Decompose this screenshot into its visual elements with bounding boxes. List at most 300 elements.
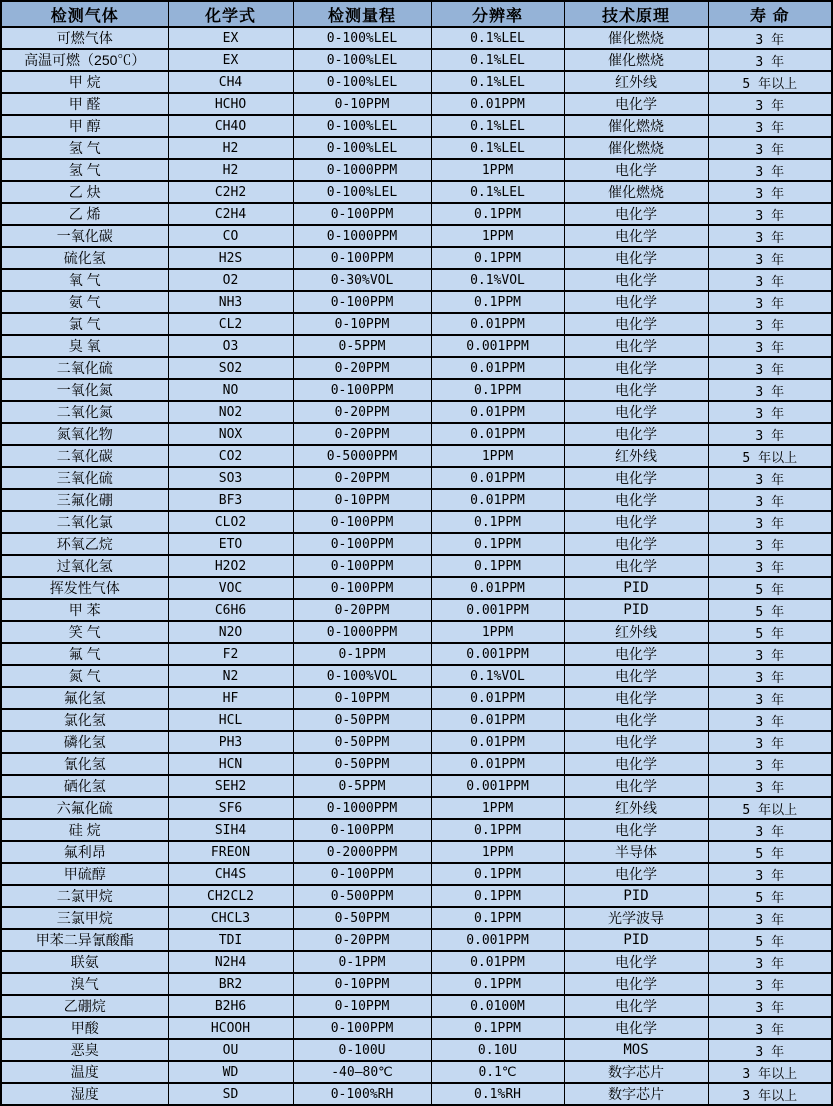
cell-chemical-formula: ETO (168, 533, 293, 555)
cell-technology-principle: 电化学 (564, 665, 708, 687)
cell-resolution: 0.01PPM (431, 709, 564, 731)
cell-detection-range: -40—80℃ (293, 1061, 431, 1083)
cell-technology-principle: 电化学 (564, 995, 708, 1017)
cell-lifespan: 3 年 (708, 951, 832, 973)
header-detection-range: 检测量程 (293, 1, 431, 27)
table-row (1, 49, 832, 71)
cell-detection-range: 0-10PPM (293, 995, 431, 1017)
cell-resolution: 0.1PPM (431, 819, 564, 841)
cell-gas-name: 六氟化硫 (1, 797, 168, 819)
table-row (1, 753, 832, 775)
cell-gas-name: 可燃气体 (1, 27, 168, 49)
cell-technology-principle: 红外线 (564, 71, 708, 93)
cell-gas-name: 磷化氢 (1, 731, 168, 753)
cell-gas-name: 湿度 (1, 1083, 168, 1105)
cell-chemical-formula: PH3 (168, 731, 293, 753)
cell-lifespan: 3 年以上 (708, 1083, 832, 1105)
cell-technology-principle: 催化燃烧 (564, 137, 708, 159)
cell-resolution: 1PPM (431, 841, 564, 863)
cell-lifespan: 5 年以上 (708, 797, 832, 819)
cell-chemical-formula: O2 (168, 269, 293, 291)
cell-resolution: 0.1℃ (431, 1061, 564, 1083)
table-row (1, 313, 832, 335)
cell-gas-name: 甲 苯 (1, 599, 168, 621)
cell-lifespan: 5 年 (708, 929, 832, 951)
cell-chemical-formula: SD (168, 1083, 293, 1105)
cell-resolution: 1PPM (431, 445, 564, 467)
cell-chemical-formula: SO3 (168, 467, 293, 489)
table-row (1, 665, 832, 687)
cell-lifespan: 5 年 (708, 841, 832, 863)
cell-chemical-formula: VOC (168, 577, 293, 599)
cell-chemical-formula: FREON (168, 841, 293, 863)
cell-gas-name: 硫化氢 (1, 247, 168, 269)
table-row (1, 995, 832, 1017)
table-row (1, 137, 832, 159)
table-row (1, 269, 832, 291)
cell-chemical-formula: TDI (168, 929, 293, 951)
cell-technology-principle: 电化学 (564, 203, 708, 225)
cell-lifespan: 3 年 (708, 401, 832, 423)
cell-lifespan: 3 年 (708, 93, 832, 115)
cell-resolution: 0.1PPM (431, 973, 564, 995)
cell-chemical-formula: N2H4 (168, 951, 293, 973)
table-row (1, 577, 832, 599)
cell-gas-name: 二氧化硫 (1, 357, 168, 379)
table-row (1, 423, 832, 445)
cell-detection-range: 0-100%LEL (293, 115, 431, 137)
cell-detection-range: 0-30%VOL (293, 269, 431, 291)
table-header-row (1, 1, 832, 27)
cell-technology-principle: 电化学 (564, 643, 708, 665)
cell-chemical-formula: N2O (168, 621, 293, 643)
cell-chemical-formula: SEH2 (168, 775, 293, 797)
cell-gas-name: 氮氧化物 (1, 423, 168, 445)
cell-detection-range: 0-20PPM (293, 357, 431, 379)
cell-gas-name: 氟 气 (1, 643, 168, 665)
cell-chemical-formula: EX (168, 49, 293, 71)
cell-chemical-formula: SIH4 (168, 819, 293, 841)
cell-chemical-formula: HF (168, 687, 293, 709)
cell-technology-principle: 电化学 (564, 1017, 708, 1039)
table-row (1, 775, 832, 797)
cell-detection-range: 0-50PPM (293, 753, 431, 775)
cell-resolution: 0.1%LEL (431, 181, 564, 203)
cell-gas-name: 氢 气 (1, 137, 168, 159)
cell-technology-principle: 光学波导 (564, 907, 708, 929)
table-row (1, 159, 832, 181)
cell-resolution: 0.1PPM (431, 1017, 564, 1039)
cell-resolution: 0.01PPM (431, 401, 564, 423)
cell-lifespan: 5 年 (708, 577, 832, 599)
cell-gas-name: 溴气 (1, 973, 168, 995)
cell-technology-principle: 催化燃烧 (564, 181, 708, 203)
cell-detection-range: 0-100PPM (293, 819, 431, 841)
table-row (1, 687, 832, 709)
table-row (1, 511, 832, 533)
table-row (1, 225, 832, 247)
table-row (1, 203, 832, 225)
table-row (1, 247, 832, 269)
cell-lifespan: 3 年 (708, 467, 832, 489)
cell-lifespan: 3 年 (708, 709, 832, 731)
cell-detection-range: 0-100U (293, 1039, 431, 1061)
cell-gas-name: 氧 气 (1, 269, 168, 291)
cell-chemical-formula: NH3 (168, 291, 293, 313)
cell-resolution: 0.1%VOL (431, 665, 564, 687)
cell-resolution: 0.1PPM (431, 533, 564, 555)
cell-gas-name: 硒化氢 (1, 775, 168, 797)
cell-detection-range: 0-100%LEL (293, 181, 431, 203)
table-row (1, 357, 832, 379)
cell-technology-principle: 红外线 (564, 797, 708, 819)
cell-gas-name: 二氧化氯 (1, 511, 168, 533)
cell-chemical-formula: HCOOH (168, 1017, 293, 1039)
cell-resolution: 0.01PPM (431, 467, 564, 489)
cell-resolution: 0.1PPM (431, 885, 564, 907)
cell-gas-name: 甲酸 (1, 1017, 168, 1039)
cell-resolution: 0.1%LEL (431, 115, 564, 137)
cell-chemical-formula: CH2CL2 (168, 885, 293, 907)
cell-chemical-formula: EX (168, 27, 293, 49)
cell-lifespan: 3 年 (708, 137, 832, 159)
cell-gas-name: 氮 气 (1, 665, 168, 687)
cell-detection-range: 0-5000PPM (293, 445, 431, 467)
cell-chemical-formula: SF6 (168, 797, 293, 819)
cell-technology-principle: 催化燃烧 (564, 115, 708, 137)
table-row (1, 335, 832, 357)
cell-detection-range: 0-20PPM (293, 929, 431, 951)
cell-lifespan: 3 年 (708, 159, 832, 181)
cell-detection-range: 0-100%LEL (293, 27, 431, 49)
cell-gas-name: 三氟化硼 (1, 489, 168, 511)
cell-resolution: 0.1PPM (431, 379, 564, 401)
cell-lifespan: 3 年 (708, 995, 832, 1017)
cell-chemical-formula: C2H2 (168, 181, 293, 203)
cell-gas-name: 硅 烷 (1, 819, 168, 841)
cell-resolution: 0.01PPM (431, 687, 564, 709)
cell-detection-range: 0-100PPM (293, 555, 431, 577)
cell-gas-name: 三氯甲烷 (1, 907, 168, 929)
cell-chemical-formula: CO2 (168, 445, 293, 467)
cell-chemical-formula: BR2 (168, 973, 293, 995)
cell-technology-principle: 电化学 (564, 951, 708, 973)
cell-gas-name: 甲硫醇 (1, 863, 168, 885)
cell-lifespan: 3 年 (708, 489, 832, 511)
cell-chemical-formula: NOX (168, 423, 293, 445)
cell-gas-name: 甲 醛 (1, 93, 168, 115)
cell-chemical-formula: NO2 (168, 401, 293, 423)
cell-gas-name: 联氨 (1, 951, 168, 973)
table-row (1, 621, 832, 643)
cell-lifespan: 3 年 (708, 753, 832, 775)
table-row (1, 599, 832, 621)
header-lifespan: 寿 命 (708, 1, 832, 27)
cell-gas-name: 二氧化碳 (1, 445, 168, 467)
cell-technology-principle: 电化学 (564, 335, 708, 357)
cell-technology-principle: PID (564, 577, 708, 599)
cell-chemical-formula: CH4O (168, 115, 293, 137)
cell-detection-range: 0-10PPM (293, 313, 431, 335)
cell-detection-range: 0-100PPM (293, 247, 431, 269)
cell-chemical-formula: CHCL3 (168, 907, 293, 929)
table-row (1, 797, 832, 819)
cell-lifespan: 3 年 (708, 973, 832, 995)
cell-resolution: 0.1%RH (431, 1083, 564, 1105)
cell-gas-name: 乙 烯 (1, 203, 168, 225)
cell-resolution: 0.1PPM (431, 907, 564, 929)
cell-chemical-formula: HCL (168, 709, 293, 731)
cell-resolution: 0.01PPM (431, 313, 564, 335)
cell-technology-principle: 电化学 (564, 269, 708, 291)
cell-technology-principle: 催化燃烧 (564, 49, 708, 71)
cell-resolution: 0.0100M (431, 995, 564, 1017)
cell-detection-range: 0-5PPM (293, 335, 431, 357)
cell-detection-range: 0-2000PPM (293, 841, 431, 863)
cell-detection-range: 0-100%VOL (293, 665, 431, 687)
table-row (1, 1039, 832, 1061)
cell-chemical-formula: H2O2 (168, 555, 293, 577)
cell-detection-range: 0-10PPM (293, 973, 431, 995)
cell-lifespan: 3 年 (708, 269, 832, 291)
table-row (1, 929, 832, 951)
cell-resolution: 0.01PPM (431, 489, 564, 511)
cell-detection-range: 0-10PPM (293, 489, 431, 511)
table-row (1, 533, 832, 555)
cell-detection-range: 0-20PPM (293, 467, 431, 489)
cell-chemical-formula: C6H6 (168, 599, 293, 621)
cell-resolution: 0.1%LEL (431, 71, 564, 93)
cell-gas-name: 氯化氢 (1, 709, 168, 731)
cell-lifespan: 3 年 (708, 313, 832, 335)
header-technology-principle: 技术原理 (564, 1, 708, 27)
table-row (1, 71, 832, 93)
cell-lifespan: 3 年 (708, 775, 832, 797)
cell-resolution: 0.1PPM (431, 555, 564, 577)
table-row (1, 863, 832, 885)
cell-resolution: 0.1%LEL (431, 49, 564, 71)
cell-resolution: 0.01PPM (431, 951, 564, 973)
cell-gas-name: 一氧化氮 (1, 379, 168, 401)
cell-technology-principle: 催化燃烧 (564, 27, 708, 49)
cell-technology-principle: 电化学 (564, 93, 708, 115)
cell-lifespan: 3 年 (708, 555, 832, 577)
cell-detection-range: 0-100PPM (293, 533, 431, 555)
cell-lifespan: 5 年以上 (708, 71, 832, 93)
cell-technology-principle: 电化学 (564, 819, 708, 841)
cell-technology-principle: 电化学 (564, 775, 708, 797)
cell-gas-name: 二氧化氮 (1, 401, 168, 423)
cell-detection-range: 0-1000PPM (293, 225, 431, 247)
cell-chemical-formula: H2 (168, 137, 293, 159)
table-row (1, 907, 832, 929)
cell-resolution: 1PPM (431, 621, 564, 643)
table-row (1, 1083, 832, 1105)
cell-resolution: 0.1PPM (431, 291, 564, 313)
cell-detection-range: 0-20PPM (293, 423, 431, 445)
cell-lifespan: 3 年 (708, 357, 832, 379)
cell-chemical-formula: CL2 (168, 313, 293, 335)
cell-detection-range: 0-1000PPM (293, 159, 431, 181)
cell-chemical-formula: CH4 (168, 71, 293, 93)
cell-resolution: 0.1PPM (431, 203, 564, 225)
cell-chemical-formula: CO (168, 225, 293, 247)
cell-technology-principle: PID (564, 885, 708, 907)
cell-detection-range: 0-100PPM (293, 379, 431, 401)
table-row (1, 401, 832, 423)
gas-table-body (1, 27, 832, 1105)
cell-technology-principle: 半导体 (564, 841, 708, 863)
cell-gas-name: 氢 气 (1, 159, 168, 181)
cell-technology-principle: 电化学 (564, 401, 708, 423)
cell-technology-principle: 数字芯片 (564, 1083, 708, 1105)
table-row (1, 555, 832, 577)
cell-detection-range: 0-100PPM (293, 863, 431, 885)
cell-lifespan: 3 年 (708, 1017, 832, 1039)
table-row (1, 841, 832, 863)
table-row (1, 643, 832, 665)
table-row (1, 709, 832, 731)
cell-detection-range: 0-100%RH (293, 1083, 431, 1105)
cell-resolution: 0.01PPM (431, 731, 564, 753)
cell-technology-principle: 电化学 (564, 533, 708, 555)
cell-detection-range: 0-1000PPM (293, 797, 431, 819)
cell-gas-name: 氨 气 (1, 291, 168, 313)
cell-lifespan: 3 年 (708, 335, 832, 357)
cell-lifespan: 3 年 (708, 203, 832, 225)
cell-resolution: 0.1PPM (431, 863, 564, 885)
cell-resolution: 1PPM (431, 159, 564, 181)
header-resolution: 分辨率 (431, 1, 564, 27)
cell-technology-principle: 电化学 (564, 687, 708, 709)
cell-chemical-formula: BF3 (168, 489, 293, 511)
header-gas-name: 检测气体 (1, 1, 168, 27)
cell-chemical-formula: B2H6 (168, 995, 293, 1017)
cell-lifespan: 3 年 (708, 863, 832, 885)
cell-detection-range: 0-50PPM (293, 907, 431, 929)
cell-lifespan: 5 年 (708, 621, 832, 643)
cell-detection-range: 0-10PPM (293, 93, 431, 115)
cell-detection-range: 0-20PPM (293, 401, 431, 423)
cell-technology-principle: 电化学 (564, 159, 708, 181)
table-row (1, 93, 832, 115)
cell-technology-principle: 电化学 (564, 973, 708, 995)
cell-resolution: 0.1%LEL (431, 27, 564, 49)
cell-gas-name: 二氯甲烷 (1, 885, 168, 907)
cell-chemical-formula: N2 (168, 665, 293, 687)
cell-gas-name: 氟化氢 (1, 687, 168, 709)
cell-gas-name: 甲 烷 (1, 71, 168, 93)
cell-detection-range: 0-100%LEL (293, 49, 431, 71)
cell-lifespan: 3 年 (708, 225, 832, 247)
cell-lifespan: 3 年 (708, 247, 832, 269)
table-row (1, 489, 832, 511)
cell-chemical-formula: NO (168, 379, 293, 401)
cell-gas-name: 环氧乙烷 (1, 533, 168, 555)
cell-technology-principle: MOS (564, 1039, 708, 1061)
cell-lifespan: 3 年 (708, 511, 832, 533)
cell-detection-range: 0-50PPM (293, 709, 431, 731)
cell-resolution: 0.001PPM (431, 643, 564, 665)
cell-gas-name: 氟利昂 (1, 841, 168, 863)
cell-resolution: 1PPM (431, 225, 564, 247)
cell-detection-range: 0-100%LEL (293, 137, 431, 159)
cell-lifespan: 3 年 (708, 379, 832, 401)
cell-detection-range: 0-100PPM (293, 577, 431, 599)
cell-technology-principle: 电化学 (564, 225, 708, 247)
cell-lifespan: 3 年 (708, 533, 832, 555)
cell-lifespan: 3 年 (708, 291, 832, 313)
cell-resolution: 0.001PPM (431, 599, 564, 621)
cell-lifespan: 3 年 (708, 49, 832, 71)
cell-chemical-formula: SO2 (168, 357, 293, 379)
cell-detection-range: 0-1000PPM (293, 621, 431, 643)
cell-chemical-formula: OU (168, 1039, 293, 1061)
table-row (1, 379, 832, 401)
table-row (1, 1061, 832, 1083)
table-row (1, 445, 832, 467)
table-row (1, 1017, 832, 1039)
table-row (1, 973, 832, 995)
cell-technology-principle: PID (564, 599, 708, 621)
cell-resolution: 0.01PPM (431, 93, 564, 115)
cell-chemical-formula: O3 (168, 335, 293, 357)
cell-resolution: 0.01PPM (431, 577, 564, 599)
table-row (1, 731, 832, 753)
cell-lifespan: 3 年 (708, 819, 832, 841)
cell-lifespan: 3 年以上 (708, 1061, 832, 1083)
cell-technology-principle: 电化学 (564, 489, 708, 511)
cell-technology-principle: 电化学 (564, 863, 708, 885)
cell-resolution: 0.001PPM (431, 335, 564, 357)
cell-gas-name: 恶臭 (1, 1039, 168, 1061)
cell-resolution: 0.001PPM (431, 929, 564, 951)
table-row (1, 885, 832, 907)
cell-gas-name: 温度 (1, 1061, 168, 1083)
cell-technology-principle: 电化学 (564, 511, 708, 533)
cell-technology-principle: 电化学 (564, 731, 708, 753)
cell-detection-range: 0-20PPM (293, 599, 431, 621)
cell-chemical-formula: CLO2 (168, 511, 293, 533)
table-row (1, 27, 832, 49)
cell-lifespan: 3 年 (708, 665, 832, 687)
cell-gas-name: 三氧化硫 (1, 467, 168, 489)
cell-gas-name: 笑 气 (1, 621, 168, 643)
cell-resolution: 0.01PPM (431, 753, 564, 775)
cell-technology-principle: 电化学 (564, 247, 708, 269)
cell-chemical-formula: WD (168, 1061, 293, 1083)
header-chemical-formula: 化学式 (168, 1, 293, 27)
cell-lifespan: 5 年以上 (708, 445, 832, 467)
cell-detection-range: 0-100PPM (293, 291, 431, 313)
cell-technology-principle: 电化学 (564, 753, 708, 775)
cell-lifespan: 3 年 (708, 643, 832, 665)
table-row (1, 291, 832, 313)
cell-chemical-formula: CH4S (168, 863, 293, 885)
cell-lifespan: 3 年 (708, 115, 832, 137)
table-row (1, 951, 832, 973)
cell-technology-principle: 红外线 (564, 621, 708, 643)
cell-resolution: 0.01PPM (431, 357, 564, 379)
cell-lifespan: 5 年 (708, 885, 832, 907)
cell-technology-principle: 电化学 (564, 357, 708, 379)
cell-resolution: 0.1%LEL (431, 137, 564, 159)
cell-gas-name: 氰化氢 (1, 753, 168, 775)
cell-gas-name: 乙硼烷 (1, 995, 168, 1017)
table-row (1, 181, 832, 203)
cell-lifespan: 3 年 (708, 423, 832, 445)
cell-gas-name: 臭 氧 (1, 335, 168, 357)
